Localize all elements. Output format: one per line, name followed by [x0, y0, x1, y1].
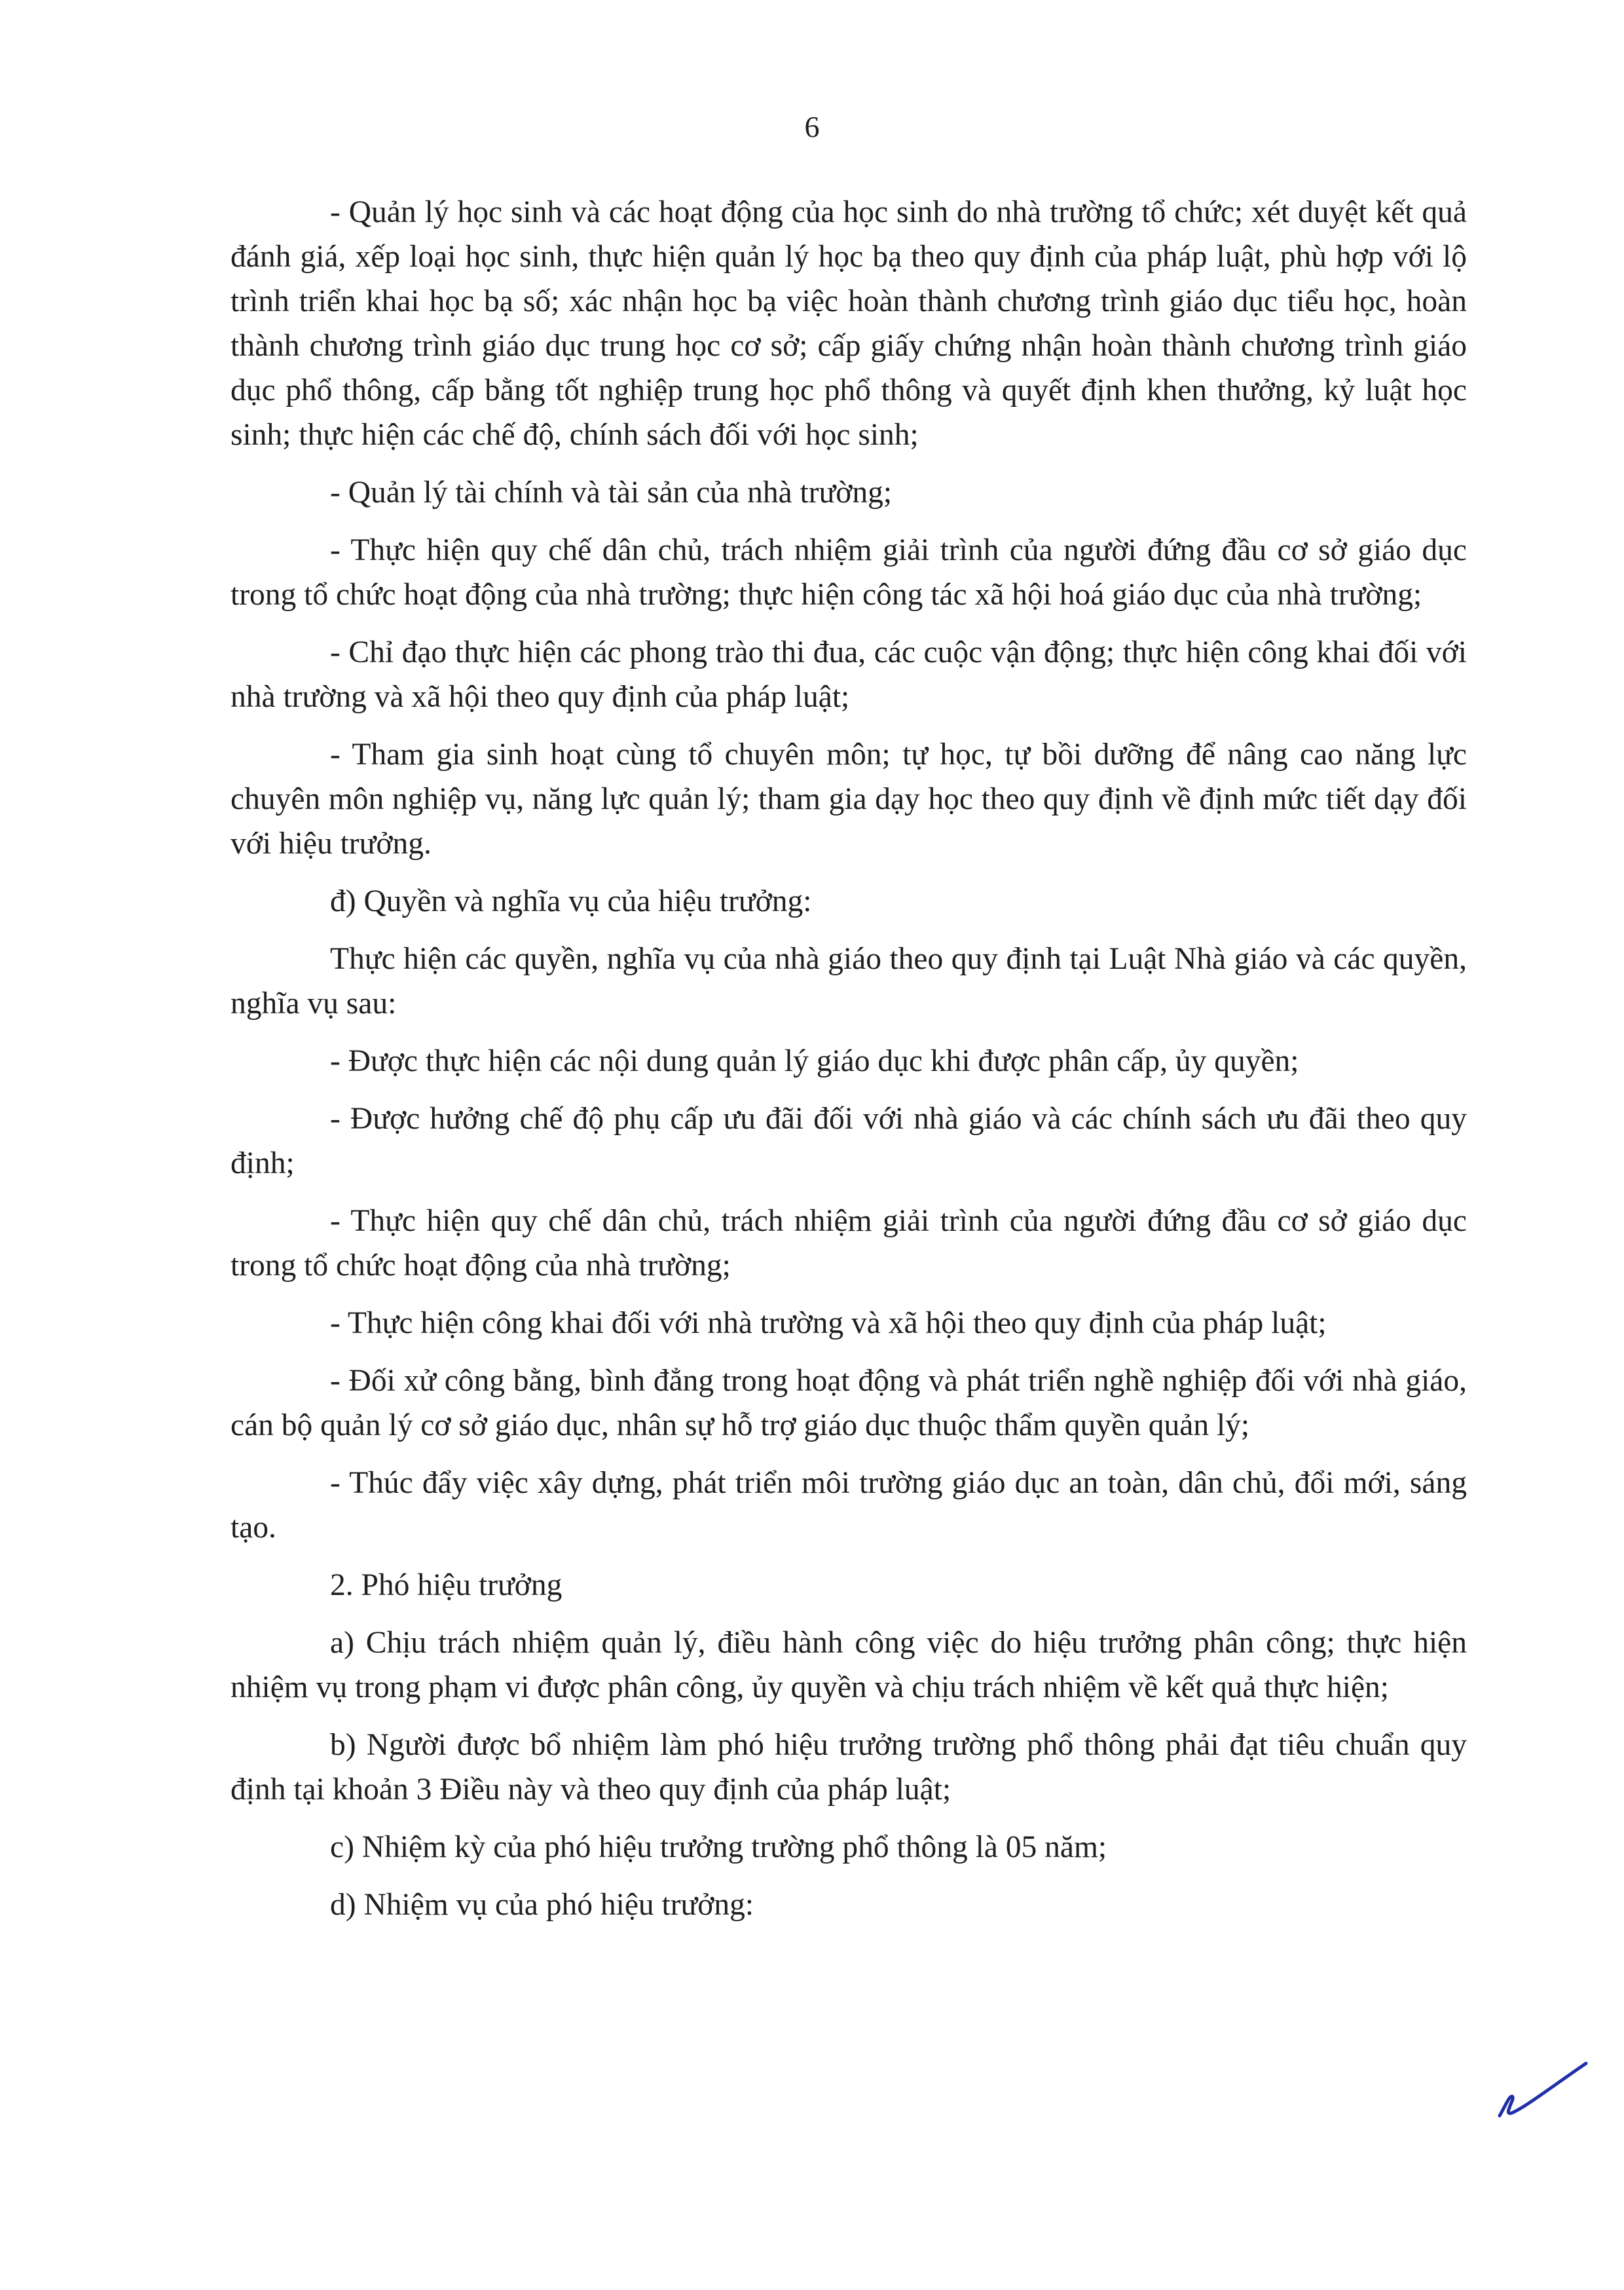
paragraph: - Được thực hiện các nội dung quản lý giáo dục khi được phân cấp, ủy quyền;	[330, 1044, 1299, 1078]
paragraph: - Quản lý tài chính và tài sản của nhà trường;	[330, 476, 893, 510]
paragraph: Thực hiện các quyền, nghĩa vụ của nhà giáo theo quy định tại Luật Nhà giáo và các quyền, nghĩa vụ sau:	[231, 942, 1467, 1021]
handwritten-initial-mark	[1481, 2052, 1593, 2124]
paragraph: - Tham gia sinh hoạt cùng tổ chuyên môn; tự học, tự bồi dưỡng để nâng cao năng lực chuyên môn nghiệp vụ, năng lực quản lý; tham gia dạy học theo quy định về định mức tiết dạy đối với hiệu trưởng.	[231, 738, 1467, 861]
paragraph: - Thúc đẩy việc xây dựng, phát triển môi trường giáo dục an toàn, dân chủ, đổi mới, sáng tạo.	[231, 1466, 1467, 1545]
section-heading: đ) Quyền và nghĩa vụ của hiệu trưởng:	[330, 884, 812, 918]
initial-stroke	[1500, 2063, 1586, 2116]
document-body	[231, 190, 1467, 1940]
section-heading: 2. Phó hiệu trưởng	[330, 1568, 563, 1602]
paragraph: - Chỉ đạo thực hiện các phong trào thi đua, các cuộc vận động; thực hiện công khai đối với nhà trường và xã hội theo quy định của pháp luật;	[231, 635, 1467, 714]
paragraph: b) Người được bổ nhiệm làm phó hiệu trưởng trường phổ thông phải đạt tiêu chuẩn quy định tại khoản 3 Điều này và theo quy định của pháp luật;	[231, 1728, 1467, 1807]
paragraph: - Được hưởng chế độ phụ cấp ưu đãi đối với nhà giáo và các chính sách ưu đãi theo quy định;	[231, 1102, 1467, 1180]
paragraph: a) Chịu trách nhiệm quản lý, điều hành công việc do hiệu trưởng phân công; thực hiện nhiệm vụ trong phạm vi được phân công, ủy quyền và chịu trách nhiệm về kết quả thực hiện;	[231, 1626, 1467, 1704]
page-number: 6	[804, 110, 820, 143]
paragraph: d) Nhiệm vụ của phó hiệu trưởng:	[330, 1888, 754, 1922]
paragraph: c) Nhiệm kỳ của phó hiệu trưởng trường phổ thông là 05 năm;	[330, 1830, 1107, 1864]
paragraph: - Thực hiện công khai đối với nhà trường và xã hội theo quy định của pháp luật;	[330, 1306, 1327, 1340]
paragraph: - Thực hiện quy chế dân chủ, trách nhiệm giải trình của người đứng đầu cơ sở giáo dục trong tổ chức hoạt động của nhà trường; thực hiện công tác xã hội hoá giáo dục của nhà trường;	[231, 533, 1467, 612]
paragraph: - Thực hiện quy chế dân chủ, trách nhiệm giải trình của người đứng đầu cơ sở giáo dục trong tổ chức hoạt động của nhà trường;	[231, 1204, 1467, 1283]
paragraph: - Đối xử công bằng, bình đẳng trong hoạt động và phát triển nghề nghiệp đối với nhà giáo, cán bộ quản lý cơ sở giáo dục, nhân sự hỗ trợ giáo dục thuộc thẩm quyền quản lý;	[231, 1364, 1467, 1442]
paragraph: - Quản lý học sinh và các hoạt động của học sinh do nhà trường tổ chức; xét duyệt kết quả đánh giá, xếp loại học sinh, thực hiện quản lý học bạ theo quy định của pháp luật, phù hợp với lộ trình triển khai học bạ số; xác nhận học bạ việc hoàn thành chương trình giáo dục tiểu học, hoàn thành chương trình giáo dục trung học cơ sở; cấp giấy chứng nhận hoàn thành chương trình giáo dục phổ thông, cấp bằng tốt nghiệp trung học phổ thông và quyết định khen thưởng, kỷ luật học sinh; thực hiện các chế độ, chính sách đối với học sinh;	[231, 195, 1467, 452]
